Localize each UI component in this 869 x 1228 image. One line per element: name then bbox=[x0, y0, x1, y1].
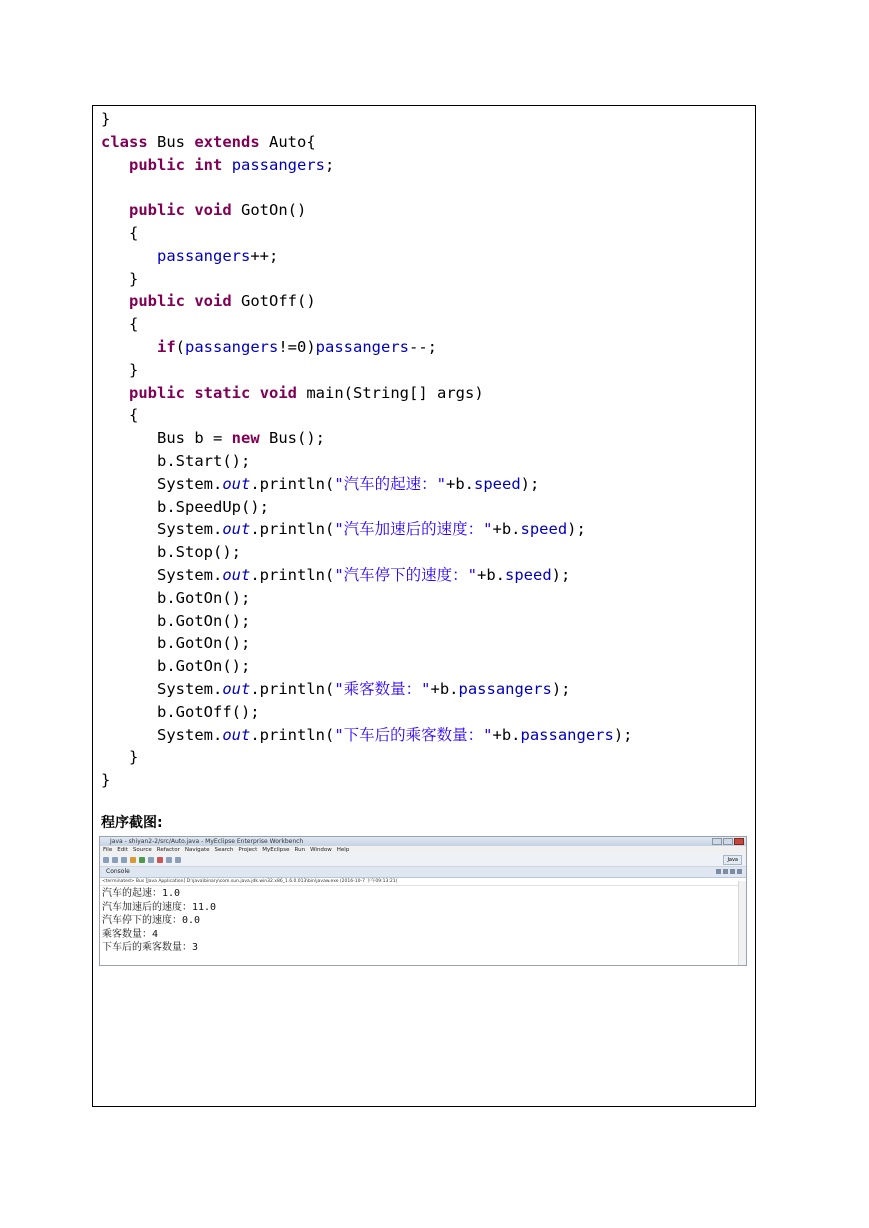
code-token: new bbox=[231, 429, 260, 448]
code-line bbox=[101, 245, 633, 268]
code-token: System. bbox=[101, 565, 223, 584]
ide-title-bar bbox=[100, 837, 746, 846]
code-token: out bbox=[222, 565, 251, 584]
document-frame bbox=[92, 105, 756, 1107]
code-token: } bbox=[101, 771, 111, 790]
code-line bbox=[101, 701, 633, 724]
console-output-line: 乘客数量：4 bbox=[102, 928, 159, 940]
code-token: extends bbox=[194, 132, 260, 151]
code-line bbox=[101, 518, 633, 541]
console-output-line: 汽车的起速：1.0 bbox=[102, 888, 181, 899]
code-line bbox=[101, 496, 633, 519]
code-token: b.SpeedUp(); bbox=[101, 497, 269, 516]
code-line bbox=[101, 108, 633, 131]
console-scrollbar bbox=[738, 881, 746, 965]
code-token: .println( bbox=[250, 565, 335, 584]
ide-title: Java - shiyan2-2/src/Auto.java - MyEclipse Enterprise Workbench bbox=[110, 838, 304, 845]
menu-item: Help bbox=[336, 847, 350, 853]
code-token: "汽车加速后的速度：" bbox=[334, 520, 493, 539]
code-line bbox=[101, 382, 633, 405]
menu-item: File bbox=[103, 847, 113, 853]
pin-console-icon bbox=[737, 869, 742, 874]
code-token: Bus(); bbox=[259, 429, 325, 448]
back-icon bbox=[166, 857, 172, 863]
stop-icon bbox=[157, 857, 163, 863]
code-token: +b. bbox=[430, 679, 459, 698]
code-token: ; bbox=[325, 155, 335, 174]
code-token: "汽车的起速：" bbox=[334, 474, 446, 493]
code-token: .println( bbox=[250, 520, 335, 539]
code-token bbox=[101, 292, 129, 310]
code-token: speed bbox=[474, 474, 521, 493]
code-token: +b. bbox=[446, 474, 474, 493]
menu-item: Project bbox=[238, 847, 258, 853]
code-token: void bbox=[194, 292, 232, 311]
code-line bbox=[101, 290, 633, 313]
console-output bbox=[100, 886, 746, 955]
code-token: { bbox=[101, 315, 139, 334]
screenshot-heading: 程序截图: bbox=[101, 815, 163, 831]
code-token bbox=[250, 384, 259, 402]
menu-item: Run bbox=[294, 847, 306, 853]
code-token: b.GotOff(); bbox=[101, 702, 260, 721]
code-token: void bbox=[194, 201, 232, 220]
code-token: passangers bbox=[520, 725, 614, 744]
code-token bbox=[101, 156, 129, 174]
code-token: passangers bbox=[157, 246, 251, 265]
code-line bbox=[101, 154, 633, 177]
code-token bbox=[185, 384, 194, 402]
code-token bbox=[101, 384, 129, 402]
code-token: b.GotOn(); bbox=[101, 634, 251, 653]
code-token: ); bbox=[613, 725, 633, 744]
code-token: public bbox=[129, 292, 185, 311]
code-token: } bbox=[101, 269, 139, 288]
code-token: ); bbox=[551, 565, 571, 584]
ide-menu-bar bbox=[100, 846, 746, 854]
code-token: passangers bbox=[185, 337, 279, 356]
code-token: class bbox=[101, 132, 148, 151]
code-token: static bbox=[194, 383, 251, 402]
code-token: !=0) bbox=[278, 337, 316, 356]
console-output-line: 汽车停下的速度：0.0 bbox=[102, 915, 201, 926]
code-token: out bbox=[222, 520, 251, 539]
code-line bbox=[101, 222, 633, 245]
code-token: { bbox=[101, 223, 139, 242]
code-token: speed bbox=[520, 520, 568, 539]
code-token: "乘客数量：" bbox=[334, 679, 431, 698]
code-line bbox=[101, 199, 633, 222]
code-line bbox=[101, 655, 633, 678]
code-token: System. bbox=[101, 725, 223, 744]
console-tab bbox=[100, 867, 746, 878]
code-token: out bbox=[222, 679, 251, 698]
clear-console-icon bbox=[730, 869, 735, 874]
minimize-icon bbox=[712, 838, 722, 845]
code-line bbox=[101, 587, 633, 610]
code-line bbox=[101, 313, 633, 336]
code-line bbox=[101, 541, 633, 564]
ide-screenshot bbox=[99, 836, 747, 966]
code-token: b.GotOn(); bbox=[101, 657, 251, 676]
code-token: System. bbox=[101, 679, 223, 698]
code-token bbox=[101, 338, 157, 356]
code-line bbox=[101, 473, 633, 496]
code-line bbox=[101, 746, 633, 769]
remove-launch-icon bbox=[723, 869, 728, 874]
code-token bbox=[101, 247, 157, 265]
perspective-java: Java bbox=[723, 855, 742, 865]
code-token: int bbox=[194, 155, 223, 174]
code-line bbox=[101, 564, 633, 587]
code-token: .println( bbox=[250, 474, 335, 493]
code-token: System. bbox=[101, 520, 223, 539]
code-token: .println( bbox=[250, 725, 335, 744]
code-token: } bbox=[101, 360, 139, 379]
code-token: passangers bbox=[315, 337, 409, 356]
console-output-line: 汽车加速后的速度：11.0 bbox=[102, 901, 217, 913]
code-token: passangers bbox=[458, 679, 552, 698]
menu-item: Search bbox=[214, 847, 234, 853]
menu-item: Refactor bbox=[156, 847, 180, 853]
code-token: "汽车停下的速度：" bbox=[334, 565, 477, 584]
code-token: b.GotOn(); bbox=[101, 588, 251, 607]
menu-item: Window bbox=[310, 847, 332, 853]
print-icon bbox=[121, 857, 127, 863]
code-token: ( bbox=[175, 337, 186, 356]
code-token: ); bbox=[520, 474, 540, 493]
run-icon bbox=[139, 857, 145, 863]
maximize-icon bbox=[723, 838, 733, 845]
code-token: "下车后的乘客数量：" bbox=[334, 725, 493, 744]
code-line bbox=[101, 427, 633, 450]
code-line bbox=[101, 404, 633, 427]
code-token bbox=[185, 292, 194, 310]
code-token: } bbox=[101, 110, 111, 128]
ide-toolbar bbox=[100, 854, 746, 867]
code-token bbox=[185, 201, 194, 219]
code-line bbox=[101, 268, 633, 291]
code-token bbox=[222, 156, 231, 174]
console-output-line: 下车后的乘客数量：3 bbox=[102, 942, 199, 953]
code-line bbox=[101, 359, 633, 382]
code-token: +b. bbox=[492, 725, 521, 744]
code-token: if bbox=[157, 337, 176, 356]
code-token: main(String[] args) bbox=[297, 383, 484, 402]
code-token: Bus bbox=[147, 132, 195, 151]
code-token: ); bbox=[567, 520, 586, 539]
code-line bbox=[101, 131, 633, 154]
code-token: public bbox=[129, 201, 185, 220]
code-token bbox=[185, 156, 194, 174]
code-token: } bbox=[101, 748, 139, 767]
search-icon bbox=[148, 857, 154, 863]
code-token: --; bbox=[409, 337, 437, 356]
terminate-icon bbox=[716, 869, 721, 874]
code-token: b.Start(); bbox=[101, 451, 251, 470]
code-token: out bbox=[222, 725, 251, 744]
code-line bbox=[101, 176, 633, 199]
new-icon bbox=[103, 857, 109, 863]
menu-item: Source bbox=[132, 847, 152, 853]
code-token: out bbox=[222, 474, 251, 493]
code-line bbox=[101, 769, 633, 792]
close-icon bbox=[734, 838, 744, 845]
debug-icon bbox=[130, 857, 136, 863]
code-token: passangers bbox=[231, 155, 326, 174]
code-token: +b. bbox=[477, 565, 505, 584]
menu-item: MyEclipse bbox=[262, 847, 290, 853]
code-line bbox=[101, 724, 633, 747]
code-token: public bbox=[129, 155, 185, 174]
code-token: .println( bbox=[250, 679, 335, 698]
code-line bbox=[101, 336, 633, 359]
code-token: GotOff() bbox=[231, 292, 316, 311]
code-token: ++; bbox=[250, 246, 279, 265]
code-token: Auto{ bbox=[259, 132, 316, 151]
code-token: Bus b = bbox=[101, 429, 232, 448]
save-icon bbox=[112, 857, 118, 863]
code-token bbox=[101, 201, 129, 219]
code-line bbox=[101, 632, 633, 655]
code-token: speed bbox=[505, 565, 552, 584]
menu-item: Navigate bbox=[184, 847, 210, 853]
code-token: +b. bbox=[492, 520, 521, 539]
console-tab-label: Console bbox=[106, 868, 130, 875]
code-token: ); bbox=[551, 679, 571, 698]
menu-item: Edit bbox=[117, 847, 128, 853]
forward-icon bbox=[175, 857, 181, 863]
code-token: public bbox=[129, 383, 185, 402]
code-listing bbox=[101, 108, 633, 792]
code-token: b.GotOn(); bbox=[101, 611, 251, 630]
code-line bbox=[101, 610, 633, 633]
terminated-line: <terminated> Bus [Java Application] D:\java\binary\com.sun.java.jdk.win32.x86_1.6.0.013\bin\javaw.exe (2016-10-7 下午09:13:21) bbox=[100, 878, 746, 886]
code-token: { bbox=[101, 406, 139, 425]
code-token: void bbox=[259, 383, 298, 402]
code-token: GotOn() bbox=[231, 201, 307, 220]
code-line bbox=[101, 450, 633, 473]
code-token: System. bbox=[101, 474, 223, 493]
code-token: b.Stop(); bbox=[101, 543, 241, 562]
code-line bbox=[101, 678, 633, 701]
